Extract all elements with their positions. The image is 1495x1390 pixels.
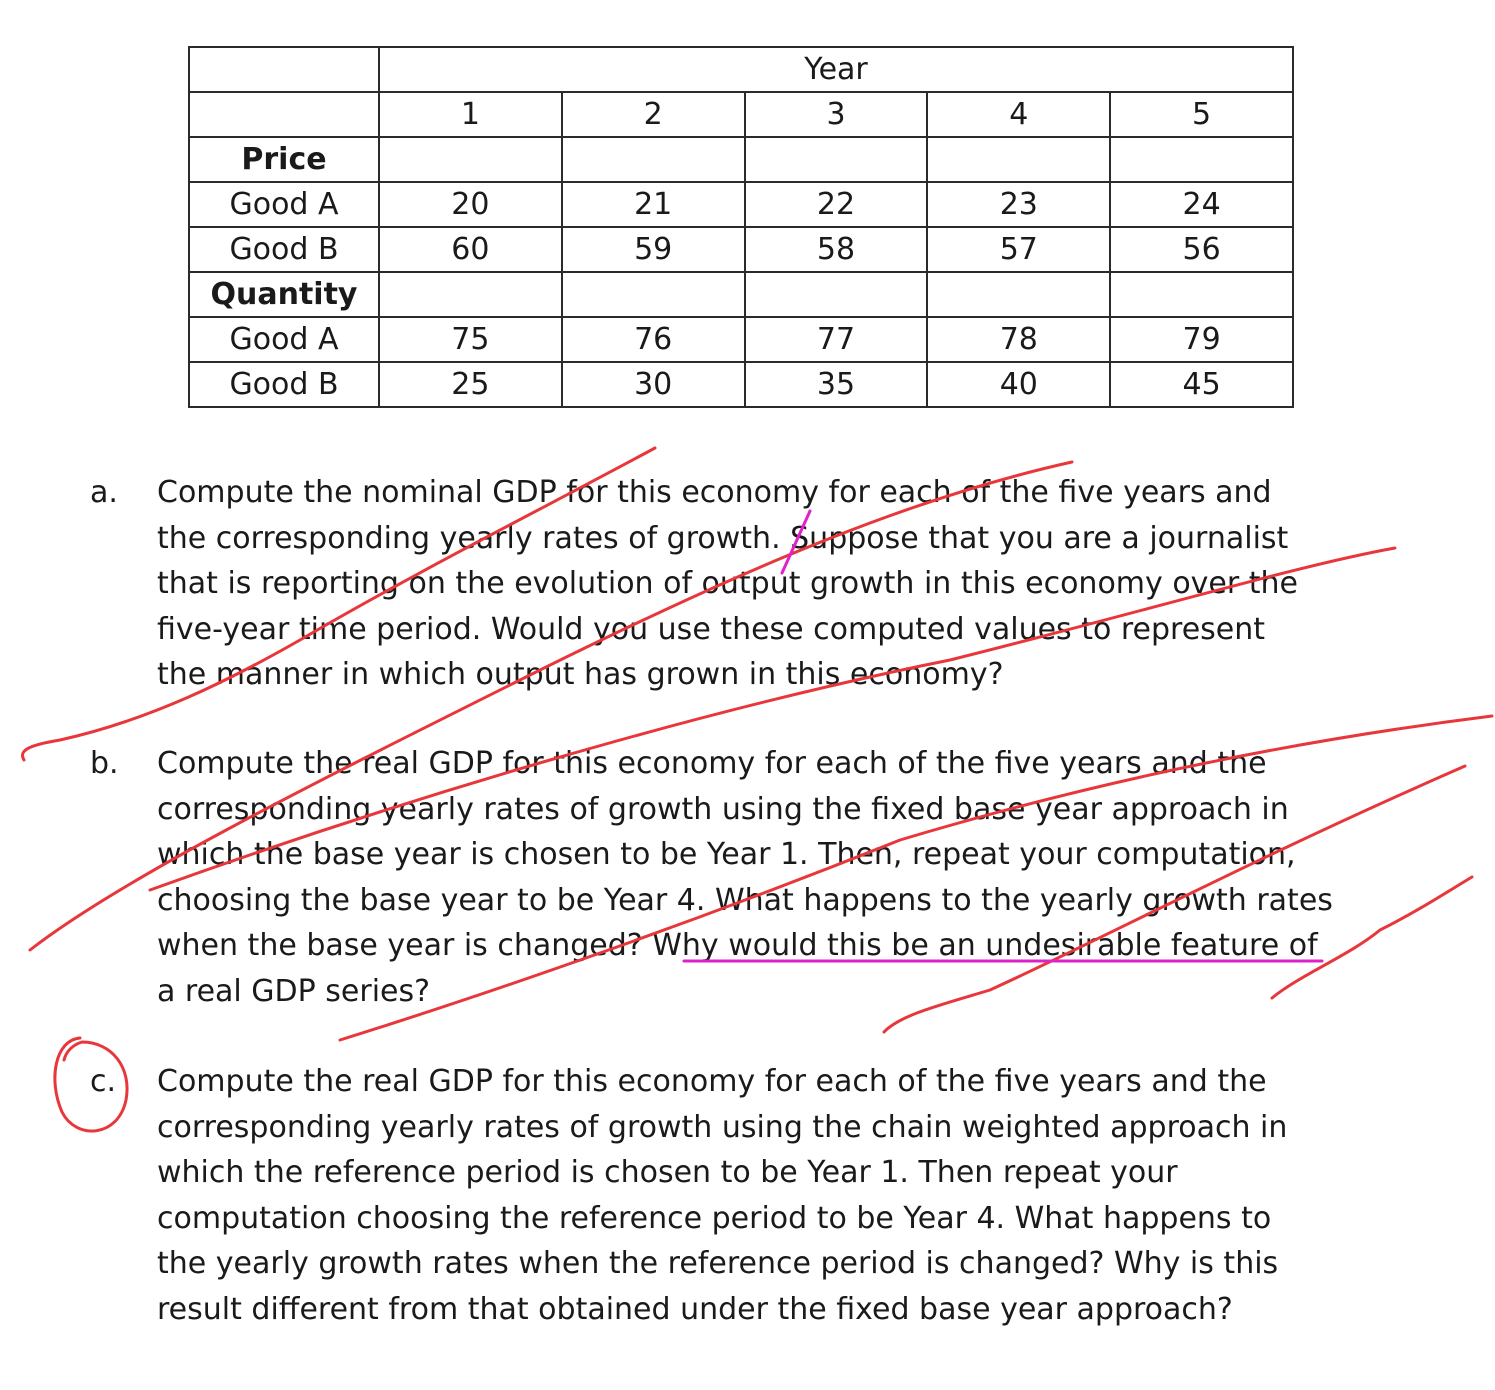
value-cell: 35 xyxy=(745,362,928,407)
quantity-label: Quantity xyxy=(189,272,379,317)
quantity-section-row xyxy=(189,272,1293,317)
value-cell: 40 xyxy=(927,362,1110,407)
row-label: Good B xyxy=(189,227,379,272)
price-label: Price xyxy=(189,137,379,182)
empty-cell xyxy=(562,272,745,317)
value-cell: 56 xyxy=(1110,227,1293,272)
question-c xyxy=(90,1059,1390,1332)
value-cell: 57 xyxy=(927,227,1110,272)
year-cell: 3 xyxy=(745,92,928,137)
year-cell: 1 xyxy=(379,92,562,137)
value-cell: 75 xyxy=(379,317,562,362)
question-text: Compute the real GDP for this economy for each of the five years and the corresponding yearly rates of growth using the fixed base year approach in which the base year is chosen to be Year 1. Then, repeat your computation, choosing the base year to be Year 4. What happens to the yearly growth rates when the base year is changed? Why would this be an undesirable feature of a real GDP series? xyxy=(157,746,1333,1009)
value-cell: 58 xyxy=(745,227,928,272)
question-b xyxy=(90,741,1390,1014)
question-a xyxy=(90,470,1390,698)
empty-cell xyxy=(927,272,1110,317)
year-header-row xyxy=(189,47,1293,92)
empty-cell xyxy=(379,272,562,317)
value-cell: 59 xyxy=(562,227,745,272)
empty-cell xyxy=(745,272,928,317)
value-cell: 22 xyxy=(745,182,928,227)
row-label: Good B xyxy=(189,362,379,407)
value-cell: 76 xyxy=(562,317,745,362)
question-letter: c. xyxy=(90,1064,117,1099)
row-label: Good A xyxy=(189,317,379,362)
empty-cell xyxy=(1110,137,1293,182)
value-cell: 21 xyxy=(562,182,745,227)
value-cell: 77 xyxy=(745,317,928,362)
year-number-row xyxy=(189,92,1293,137)
value-cell: 24 xyxy=(1110,182,1293,227)
question-text: Compute the real GDP for this economy for each of the five years and the corresponding yearly rates of growth using the chain weighted approach in which the reference period is chosen to be Year 1. Then repeat your computation choosing the reference period to be Year 4. What happens to the yearly growth rates when the reference period is changed? Why is this result different from that obtained under the fixed base year approach? xyxy=(157,1064,1288,1327)
table-row xyxy=(189,317,1293,362)
question-letter: b. xyxy=(90,746,119,781)
value-cell: 20 xyxy=(379,182,562,227)
value-cell: 78 xyxy=(927,317,1110,362)
year-cell: 5 xyxy=(1110,92,1293,137)
question-text: Compute the nominal GDP for this economy for each of the five years and the corresponding yearly rates of growth. Suppose that you are a journalist that is reporting on the evolution of output growth in this economy over the five-year time period. Would you use these computed values to represent the manner in which output has grown in this economy? xyxy=(157,475,1298,692)
data-table xyxy=(188,46,1294,408)
table-row xyxy=(189,182,1293,227)
empty-cell xyxy=(562,137,745,182)
empty-cell xyxy=(927,137,1110,182)
value-cell: 45 xyxy=(1110,362,1293,407)
value-cell: 60 xyxy=(379,227,562,272)
price-section-row xyxy=(189,137,1293,182)
value-cell: 25 xyxy=(379,362,562,407)
value-cell: 23 xyxy=(927,182,1110,227)
empty-cell xyxy=(1110,272,1293,317)
question-letter: a. xyxy=(90,475,118,510)
table-row xyxy=(189,362,1293,407)
value-cell: 30 xyxy=(562,362,745,407)
table-row xyxy=(189,227,1293,272)
corner-cell xyxy=(189,92,379,137)
year-cell: 2 xyxy=(562,92,745,137)
corner-cell xyxy=(189,47,379,92)
value-cell: 79 xyxy=(1110,317,1293,362)
year-header: Year xyxy=(379,47,1293,92)
year-cell: 4 xyxy=(927,92,1110,137)
empty-cell xyxy=(379,137,562,182)
empty-cell xyxy=(745,137,928,182)
row-label: Good A xyxy=(189,182,379,227)
